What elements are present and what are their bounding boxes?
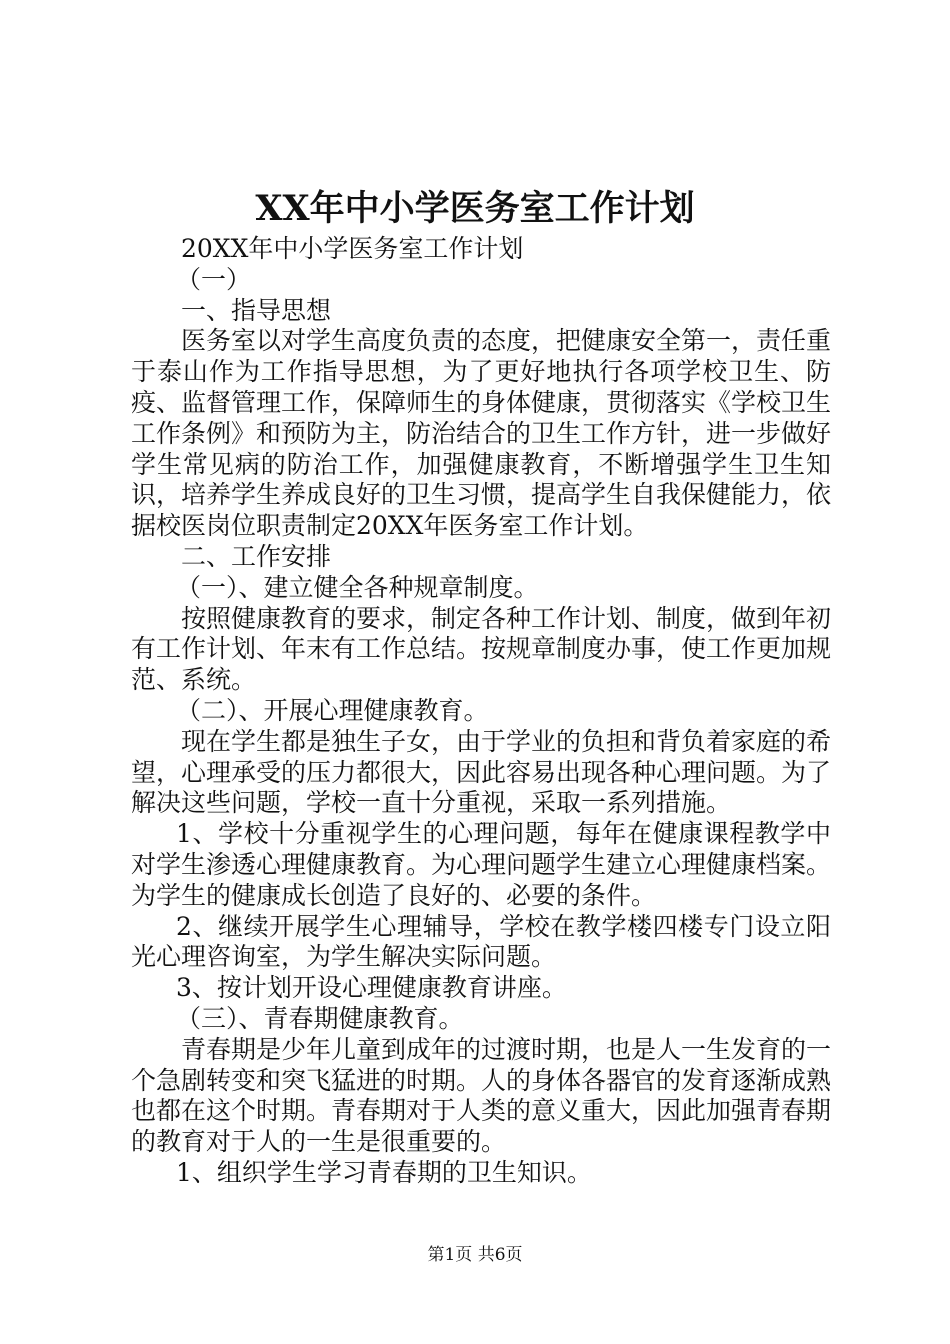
list-item-mental-health-2: 2、继续开展学生心理辅导，学校在教学楼四楼专门设立阳光心理咨询室，为学生解决实际问题。 (131, 911, 831, 972)
paragraph-rules-system: 按照健康教育的要求，制定各种工作计划、制度，做到年初有工作计划、年末有工作总结。按规章制度办事，使工作更加规范、系统。 (131, 603, 832, 695)
paragraph-guiding-ideology: 医务室以对学生高度负责的态度，把健康安全第一，责任重于泰山作为工作指导思想，为了更好地执行各项学校卫生、防疫、监督管理工作，保障师生的身体健康，贯彻落实《学校卫生工作条例》和预防为主，防治结合的卫生工作方针，进一步做好学生常见病的防治工作，加强健康教育，不断增强学生卫生知识，培养学生养成良好的卫生习惯，提高学生自我保健能力，依据校医岗位职责制定20XX年医务室工作计划。 (131, 326, 832, 541)
paragraph-subtitle: 20XX年中小学医务室工作计划 (181, 234, 524, 263)
heading-mental-health: （二）、开展心理健康教育。 (176, 695, 489, 725)
heading-work-arrangement: 二、工作安排 (181, 541, 332, 571)
heading-adolescence: （三）、青春期健康教育。 (176, 1003, 464, 1033)
paragraph-mental-health: 现在学生都是独生子女，由于学业的负担和背负着家庭的希望，心理承受的压力都很大，因此容易出现各种心理问题。为了解决这些问题，学校一直十分重视，采取一系列措施。 (131, 726, 832, 818)
list-item-mental-health-3: 3、按计划开设心理健康教育讲座。 (176, 973, 567, 1003)
list-item-mental-health-1: 1、学校十分重视学生的心理问题，每年在健康课程教学中对学生渗透心理健康教育。为心理问题学生建立心理健康档案。为学生的健康成长创造了良好的、必要的条件。 (131, 819, 832, 910)
list-item-adolescence-1: 1、组织学生学习青春期的卫生知识。 (176, 1157, 592, 1187)
document-body (131, 234, 831, 1189)
paragraph-section-number: （一） (176, 264, 252, 294)
heading-guiding-ideology: 一、指导思想 (181, 295, 332, 325)
page-number-footer: 第1页 共6页 (427, 1245, 523, 1265)
paragraph-adolescence: 青春期是少年儿童到成年的过渡时期，也是人一生发育的一个急剧转变和突飞猛进的时期。人的身体各器官的发育逐渐成熟也都在这个时期。青春期对于人类的意义重大，因此加强青春期的教育对于人的一生是很重要的。 (131, 1034, 832, 1157)
heading-rules-system: （一）、建立健全各种规章制度。 (176, 572, 539, 602)
document-title: XX年中小学医务室工作计划 (255, 188, 695, 229)
